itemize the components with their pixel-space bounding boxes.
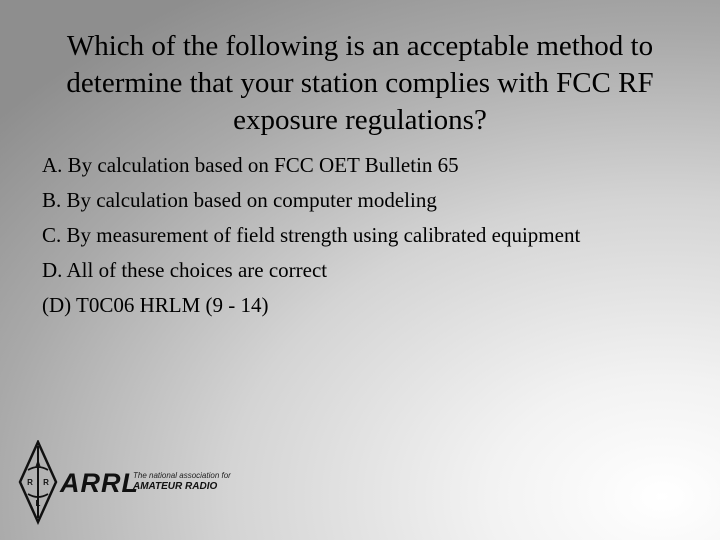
answer-a: A. By calculation based on FCC OET Bulletin 65 [42,153,459,177]
question-title: Which of the following is an acceptable method to determine that your station complies with FCC RF exposure regulations? [66,30,654,136]
arrl-logo [16,440,246,525]
emblem-letter-top: A [35,460,41,469]
arrl-wordmark: ARRL [60,468,139,498]
arrl-diamond-emblem-icon [16,440,60,525]
answer-key: (D) T0C06 HRLM (9 - 14) [42,293,269,317]
emblem-letter-bottom: L [35,499,41,508]
emblem-letter-left: R [27,478,33,487]
answer-b: B. By calculation based on computer modeling [42,188,437,212]
emblem-letter-right: R [43,478,49,487]
logo-tagline: The national association for [133,471,231,480]
answer-d: D. All of these choices are correct [42,258,328,282]
logo-tagline-bold: AMATEUR RADIO [133,481,218,492]
answer-list [42,148,712,323]
answer-c: C. By measurement of field strength using calibrated equipment [42,223,581,247]
